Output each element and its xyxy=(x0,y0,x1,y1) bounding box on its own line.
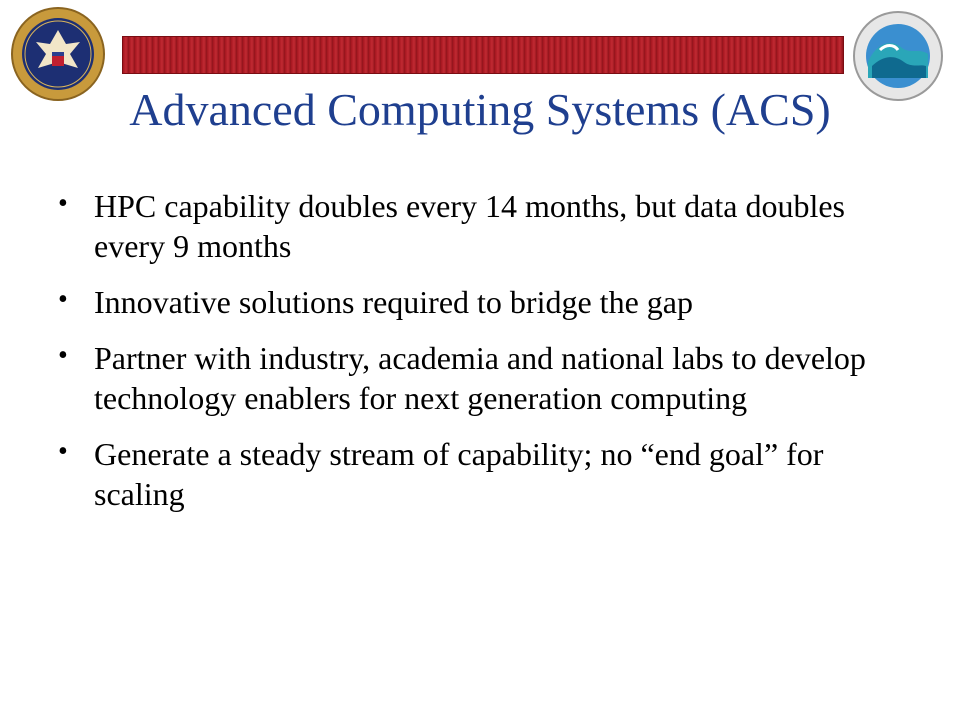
bullet-item xyxy=(58,434,918,514)
bullet-text: Generate a steady stream of capability; no “end goal” for scaling xyxy=(94,436,824,512)
bullet-icon: • xyxy=(58,284,68,315)
bullet-icon: • xyxy=(58,340,68,371)
bullet-list xyxy=(58,186,918,530)
bullet-icon: • xyxy=(58,436,68,467)
bullet-text: HPC capability doubles every 14 months, but data doubles every 9 months xyxy=(94,188,845,264)
bullet-item xyxy=(58,338,918,418)
bullet-icon: • xyxy=(58,188,68,219)
slide-title: Advanced Computing Systems (ACS) xyxy=(129,84,831,135)
bullet-item xyxy=(58,186,918,266)
bullet-text: Innovative solutions required to bridge the gap xyxy=(94,284,693,320)
bullet-text: Partner with industry, academia and national labs to develop technology enablers for next generation computing xyxy=(94,340,866,416)
bullet-item xyxy=(58,282,918,322)
header-bar xyxy=(122,36,844,74)
